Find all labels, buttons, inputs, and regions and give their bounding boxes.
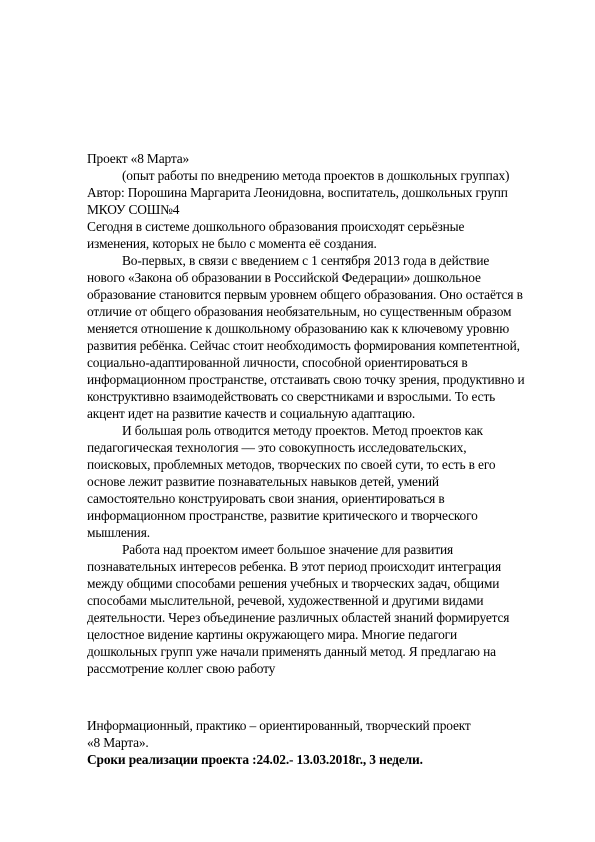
project-name: «8 Марта». (87, 735, 149, 750)
author-school-line: МКОУ СОШ№4 (87, 202, 180, 217)
body-line: изменения, которых не было с момента её создания. (87, 236, 377, 251)
body-line: информационном пространстве, отстаивать свою точку зрения, продуктивно и (87, 372, 525, 387)
body-line: социально-адаптированной личности, способной ориентироваться в (87, 355, 468, 370)
project-type: Информационный, практико – ориентированный, творческий проект (87, 718, 471, 733)
body-line: основе лежит развитие познавательных навыков детей, умений (87, 474, 439, 489)
body-line: отличие от общего образования необязательным, но существенным образом (87, 304, 512, 319)
body-line: между общими способами решения учебных и творческих задач, общими (87, 576, 500, 591)
body-line: мышления. (87, 525, 150, 540)
body-line: познавательных интересов ребенка. В этот период происходит интеграция (87, 559, 501, 574)
document-title: Проект «8 Марта» (87, 151, 190, 166)
body-line: самостоятельно конструировать свои знания, ориентироваться в (87, 491, 445, 506)
body-line: И большая роль отводится методу проектов. Метод проектов как (122, 423, 483, 438)
body-line: акцент идет на развитие качеств и социальную адаптацию. (87, 406, 416, 421)
body-line: Сегодня в системе дошкольного образования происходят серьёзные (87, 219, 465, 234)
body-line: Работа над проектом имеет большое значение для развития (122, 542, 454, 557)
body-line: образование становится первым уровнем общего образования. Оно остаётся в (87, 287, 523, 302)
body-line: дошкольных групп уже начали применять данный метод. Я предлагаю на (87, 644, 496, 659)
body-line: способами мыслительной, речевой, художественной и другими видами (87, 593, 484, 608)
body-line: Во-первых, в связи с введением с 1 сентября 2013 года в действие (122, 253, 490, 268)
body-line: меняется отношение к дошкольному образованию как к ключевому уровню (87, 321, 510, 336)
body-line: нового «Закона об образовании в Российской Федерации» дошкольное (87, 270, 481, 285)
document-subtitle: (опыт работы по внедрению метода проектов в дошкольных группах) (122, 168, 510, 183)
body-line: развития ребёнка. Сейчас стоит необходимость формирования компетентной, (87, 338, 520, 353)
body-line: информационном пространстве, развитие критического и творческого (87, 508, 478, 523)
project-dates: Сроки реализации проекта :24.02.- 13.03.2018г., 3 недели. (87, 752, 423, 767)
body-line: поисковых, проблемных методов, творческих по своей сути, то есть в его (87, 457, 496, 472)
body-line: целостное видение картины окружающего мира. Многие педагоги (87, 627, 458, 642)
author-line: Автор: Порошина Маргарита Леонидовна, воспитатель, дошкольных групп (87, 185, 508, 200)
body-line: рассмотрение коллег свою работу (87, 661, 276, 676)
body-line: конструктивно взаимодействовать со сверстниками и взрослыми. То есть (87, 389, 496, 404)
body-line: деятельности. Через объединение различных областей знаний формируется (87, 610, 510, 625)
body-line: педагогическая технология — это совокупность исследовательских, (87, 440, 467, 455)
